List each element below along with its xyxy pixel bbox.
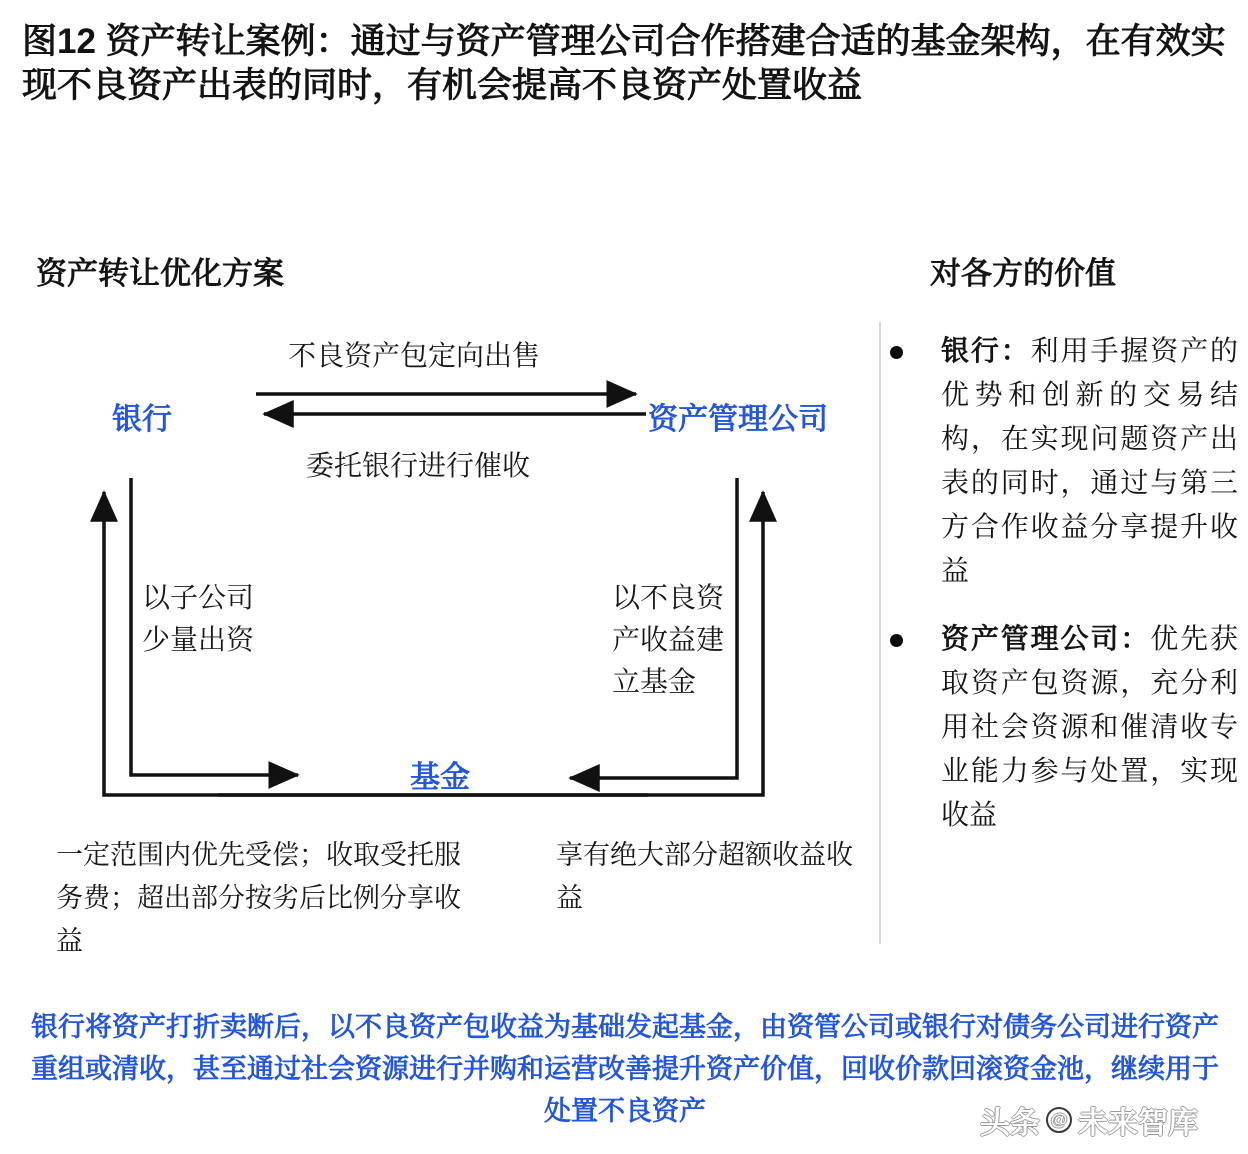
at-sign-icon: @ xyxy=(1046,1107,1072,1133)
node-label-amc: 资产管理公司 xyxy=(648,403,828,436)
value-panel xyxy=(890,330,1238,856)
value-bullet-amc-description: 优先获取资产包资源，充分利用社会资源和催清收专业能力参与处置，实现收益 xyxy=(941,624,1238,831)
value-bullet-bank-description: 利用手握资产的优势和创新的交易结构，在实现问题资产出表的同时，通过与第三方合作收益分享提升收益 xyxy=(941,336,1238,587)
value-bullet-bank xyxy=(890,330,1238,594)
node-label-bank: 银行 xyxy=(112,403,172,436)
figure-title: 图12 资产转让案例：通过与资产管理公司合作搭建合适的基金架构，在有效实现不良资产出表的同时，有机会提高不良资产处置收益 xyxy=(22,22,1226,105)
value-bullet-amc-party: 资产管理公司 xyxy=(941,624,1121,655)
value-bullet-bank-text xyxy=(941,330,1238,594)
value-bullet-bank-separator: ： xyxy=(1000,336,1031,367)
watermark-account: 未来智库 xyxy=(1078,1107,1198,1140)
flow-label-right-vertical: 以不良资产收益建立基金 xyxy=(612,583,725,698)
section-heading-right: 对各方的价值 xyxy=(930,256,1116,291)
flow-label-sell: 不良资产包定向出售 xyxy=(288,341,541,372)
value-bullet-amc-text xyxy=(941,618,1238,838)
flow-label-collect: 委托银行进行催收 xyxy=(306,451,531,482)
node-label-fund: 基金 xyxy=(410,761,470,794)
value-bullet-amc-separator: ： xyxy=(1120,624,1151,655)
value-bullet-amc xyxy=(890,618,1238,838)
diagram-note-right: 享有绝大部分超额收益收益 xyxy=(556,840,853,913)
watermark xyxy=(980,1098,1198,1142)
bullet-dot-icon xyxy=(890,346,903,359)
value-bullet-bank-party: 银行 xyxy=(941,336,1001,367)
diagram-note-left: 一定范围内优先受偿；收取受托服务费；超出部分按劣后比例分享收益 xyxy=(56,840,461,956)
flow-label-left-vertical: 以子公司少量出资 xyxy=(142,583,255,656)
bullet-dot-icon xyxy=(890,634,903,647)
summary-paragraph: 银行将资产打折卖断后，以不良资产包收益为基础发起基金，由资管公司或银行对债务公司进行资产重组或清收，甚至通过社会资源进行并购和运营改善提升资产价值，回收价款回滚资金池，继续用于处置不良资产 xyxy=(31,1012,1219,1126)
section-heading-left: 资产转让优化方案 xyxy=(36,256,284,291)
watermark-brand: 头条 xyxy=(980,1107,1040,1140)
